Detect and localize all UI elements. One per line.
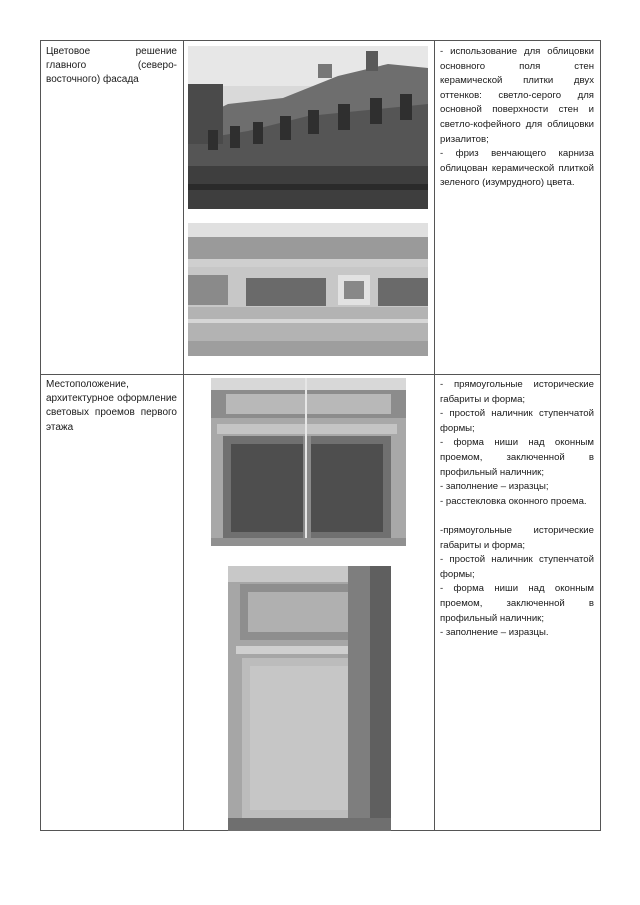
- row-description: [440, 45, 594, 191]
- description-item: - расстекловка оконного проема.: [440, 495, 587, 507]
- description-spacer: [440, 509, 594, 524]
- description-item: - использование для облицовки основного поля стен керамической плитки двух оттенков: светло-серого для основной поверхности стен и светло-кофейного для облицовки ризалитов;: [440, 46, 594, 145]
- description-item: -прямоугольные исторические габариты и форма;: [440, 524, 594, 551]
- description-item: - простой наличник ступенчатой формы;: [440, 408, 594, 434]
- description-item: - фриз венчающего карниза облицован керамической плиткой зеленого (изумрудного) цвета.: [440, 148, 594, 189]
- description-table: [40, 40, 601, 831]
- door-opening-photo: [228, 566, 391, 831]
- row-divider: [41, 374, 600, 375]
- description-item: - заполнение – изразцы;: [440, 481, 549, 493]
- building-facade-photo: [188, 46, 428, 209]
- description-item: - форма ниши над оконным проемом, заключенной в профильный наличник;: [440, 437, 594, 478]
- description-item: - заполнение – изразцы.: [440, 627, 549, 639]
- row-description: [440, 378, 594, 641]
- cornice-frieze-photo: [188, 223, 428, 356]
- column-divider: [434, 41, 435, 830]
- window-opening-photo: [211, 378, 406, 546]
- description-item: - простой наличник ступенчатой формы;: [440, 554, 594, 580]
- description-item: - прямоугольные исторические габариты и форма;: [440, 379, 594, 405]
- description-item: - форма ниши над оконным проемом, заключенной в профильный наличник;: [440, 583, 594, 624]
- row-label: Цветовое решение главного (северо-восточного) фасада: [46, 46, 177, 86]
- row-label: Местоположение, архитектурное оформление световых проемов первого этажа: [46, 379, 177, 433]
- column-divider: [183, 41, 184, 830]
